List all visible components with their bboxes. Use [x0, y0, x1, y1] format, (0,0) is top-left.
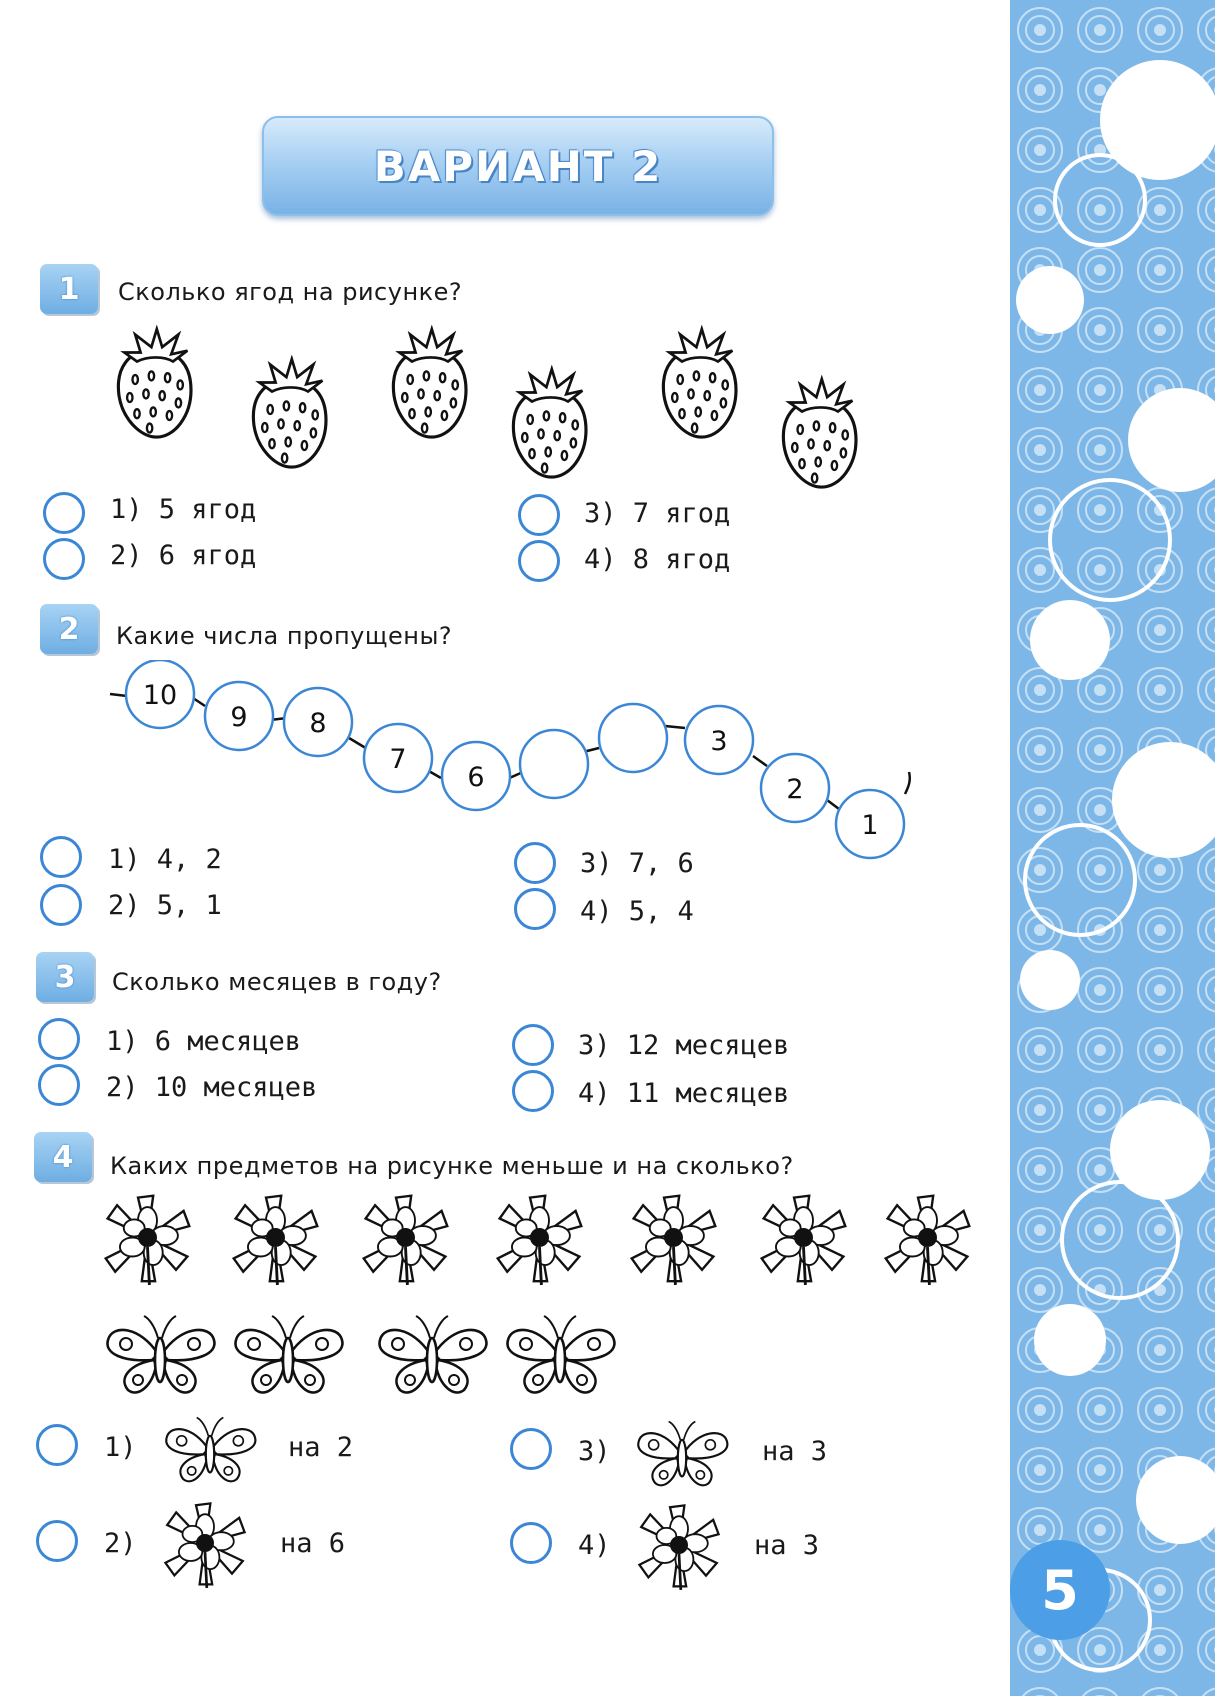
task-2-badge: 2	[40, 604, 98, 654]
task-2-option-1: 1) 4, 2	[108, 844, 222, 875]
task-4-option-2-num: 2)	[104, 1528, 137, 1559]
page-number: 5	[1010, 1540, 1110, 1640]
task-3-option-2: 2) 10 месяцев	[106, 1072, 318, 1103]
task-1-option-2-radio[interactable]	[43, 538, 85, 580]
task-2-option-2-radio[interactable]	[40, 884, 82, 926]
task-2-option-4: 4) 5, 4	[580, 896, 694, 927]
task-1-option-1-radio[interactable]	[43, 492, 85, 534]
task-2-option-2: 2) 5, 1	[108, 890, 222, 921]
flower-icon	[492, 1190, 587, 1285]
task-3-question: Сколько месяцев в году?	[112, 968, 442, 996]
strawberry-icon	[110, 325, 200, 443]
strawberry-icon	[655, 325, 745, 443]
task-4-question: Каких предметов на рисунке меньше и на сколько?	[110, 1152, 794, 1180]
strawberry-icon	[245, 355, 335, 473]
chain-number: 8	[309, 708, 327, 739]
strawberry-icon	[505, 365, 595, 483]
chain-number: 10	[142, 680, 178, 711]
task-2-option-3-radio[interactable]	[514, 842, 556, 884]
task-3-option-4: 4) 11 месяцев	[578, 1078, 790, 1109]
chain-number: 7	[389, 744, 407, 775]
task-3-badge: 3	[36, 952, 94, 1002]
task-4-option-3-text: на 3	[762, 1436, 828, 1467]
task-4-option-2-text: на 6	[280, 1528, 346, 1559]
butterfly-icon	[632, 1416, 732, 1492]
task-1-question: Сколько ягод на рисунке?	[118, 278, 463, 306]
task-4-option-2-radio[interactable]	[36, 1520, 78, 1562]
task-4-option-4-radio[interactable]	[510, 1522, 552, 1564]
flower-icon	[160, 1498, 250, 1588]
task-3-option-1: 1) 6 месяцев	[106, 1026, 302, 1057]
flower-icon	[228, 1190, 323, 1285]
task-4-option-3-radio[interactable]	[510, 1428, 552, 1470]
task-3-option-1-radio[interactable]	[38, 1018, 80, 1060]
chain-number: 9	[230, 702, 248, 733]
task-4-option-4-text: на 3	[754, 1530, 820, 1561]
butterfly-icon	[372, 1310, 492, 1400]
chain-circle-7[interactable]	[599, 704, 667, 772]
flower-icon	[756, 1190, 851, 1285]
chain-number: 6	[467, 762, 485, 793]
task-3-option-3-radio[interactable]	[512, 1024, 554, 1066]
task-1-option-3: 3) 7 ягод	[584, 498, 731, 529]
chain-number: 1	[861, 810, 879, 841]
task-2-question: Какие числа пропущены?	[116, 622, 453, 650]
task-1-option-3-radio[interactable]	[518, 494, 560, 536]
task-1-option-2: 2) 6 ягод	[110, 540, 257, 571]
flower-icon	[626, 1190, 721, 1285]
task-2-option-1-radio[interactable]	[40, 836, 82, 878]
butterfly-icon	[160, 1412, 260, 1488]
task-4-option-1-radio[interactable]	[36, 1424, 78, 1466]
task-1-option-1: 1) 5 ягод	[110, 494, 257, 525]
flower-icon	[880, 1190, 975, 1285]
task-3-option-2-radio[interactable]	[38, 1064, 80, 1106]
task-1-badge: 1	[40, 264, 98, 314]
strawberry-icon	[775, 375, 865, 493]
task-4-badge: 4	[34, 1132, 92, 1182]
task-4-option-3-num: 3)	[578, 1436, 611, 1467]
butterfly-icon	[228, 1310, 348, 1400]
task-4-option-1-text: на 2	[288, 1432, 354, 1463]
task-4-option-1-num: 1)	[104, 1432, 137, 1463]
chain-circle-6[interactable]	[520, 730, 588, 798]
task-3-option-3: 3) 12 месяцев	[578, 1030, 790, 1061]
chain-number: 3	[710, 726, 728, 757]
task-2-option-4-radio[interactable]	[514, 888, 556, 930]
task-4-option-4-num: 4)	[578, 1530, 611, 1561]
variant-title: ВАРИАНТ 2	[373, 141, 663, 191]
butterfly-icon	[500, 1310, 620, 1400]
title-banner	[262, 116, 774, 216]
task-2-option-3: 3) 7, 6	[580, 848, 694, 879]
butterfly-icon	[100, 1310, 220, 1400]
task-3-option-4-radio[interactable]	[512, 1070, 554, 1112]
number-chain	[105, 660, 915, 870]
task-1-option-4: 4) 8 ягод	[584, 544, 731, 575]
flower-icon	[358, 1190, 453, 1285]
chain-number: 2	[786, 774, 804, 805]
flower-icon	[634, 1500, 724, 1590]
flower-icon	[100, 1190, 195, 1285]
decorative-side-band	[1010, 0, 1215, 1696]
strawberry-icon	[385, 325, 475, 443]
task-1-option-4-radio[interactable]	[518, 540, 560, 582]
